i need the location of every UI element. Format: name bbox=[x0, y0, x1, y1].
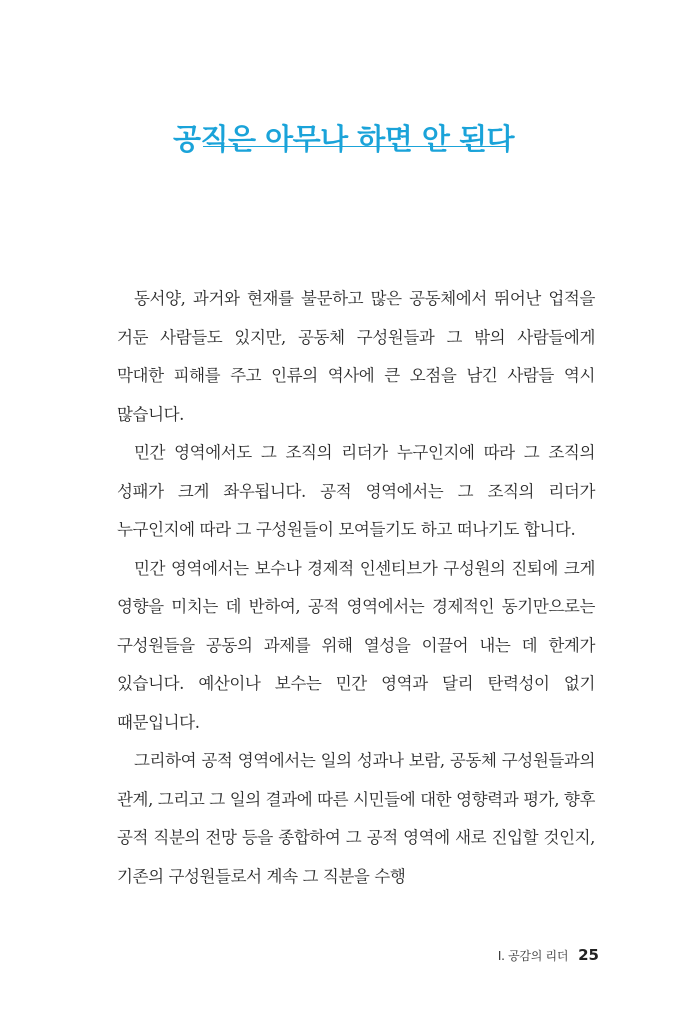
paragraph-4: 그리하여 공적 영역에서는 일의 성과나 보람, 공동체 구성원들과의 관계, 그리고 그 일의 결과에 따른 시민들에 대한 영향력과 평가, 향후 공적 직분의 전망 등을 종합하여 그 공적 영역에 새로 진입할 것인지, 기존의 구성원들로서 계속 그 직분을 수행 bbox=[117, 751, 595, 886]
page-number: 25 bbox=[578, 946, 599, 964]
chapter-title: 공직은 아무나 하면 안 된다 bbox=[172, 122, 515, 157]
paragraph-1: 동서양, 과거와 현재를 불문하고 많은 공동체에서 뛰어난 업적을 거둔 사람들도 있지만, 공동체 구성원들과 그 밖의 사람들에게 막대한 피해를 주고 인류의 역사에 큰 오점을 남긴 사람들 역시 많습니다. bbox=[117, 289, 595, 424]
paragraph-3: 민간 영역에서는 보수나 경제적 인센티브가 구성원의 진퇴에 크게 영향을 미치는 데 반하여, 공적 영역에서는 경제적인 동기만으로는 구성원들을 공동의 과제를 위해 열성을 이끌어 내는 데 한계가 있습니다. 예산이나 보수는 민간 영역과 달리 탄력성이 없기 때문입니다. bbox=[117, 558, 595, 732]
title-underline bbox=[203, 146, 508, 147]
footer-section-title: I. 공감의 리더 bbox=[497, 949, 569, 963]
running-footer bbox=[498, 946, 599, 968]
paragraph-2: 민간 영역에서도 그 조직의 리더가 누구인지에 따라 그 조직의 성패가 크게 좌우됩니다. 공적 영역에서는 그 조직의 리더가 누구인지에 따라 그 구성원들이 모여들기도 하고 떠나기도 합니다. bbox=[117, 443, 595, 539]
body-text bbox=[117, 280, 595, 896]
